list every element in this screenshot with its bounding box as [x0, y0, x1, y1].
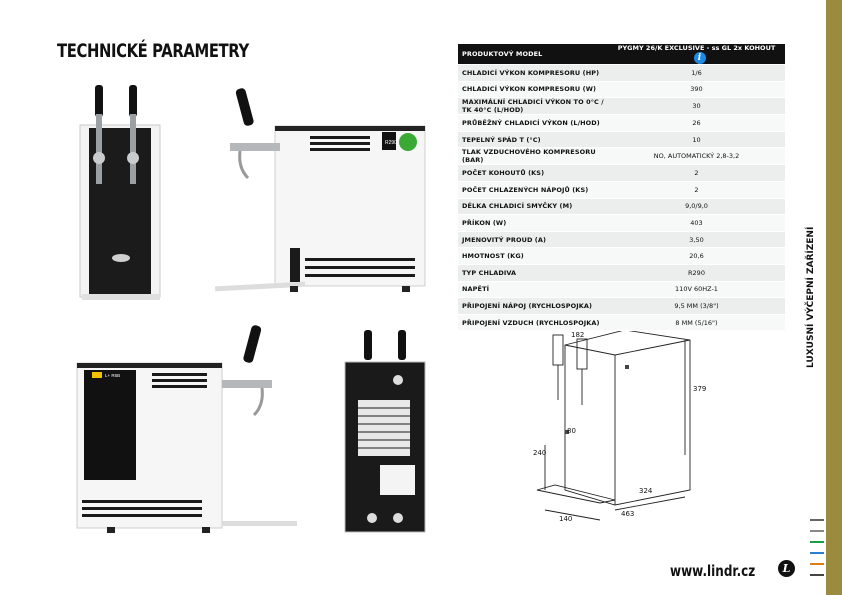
table-row	[458, 131, 785, 148]
table-row	[458, 281, 785, 298]
param-value: 10	[608, 131, 785, 148]
parameters-table	[458, 44, 785, 331]
side-color-bar	[826, 0, 842, 595]
param-label: TYP CHLADIVA	[458, 264, 608, 281]
dim-tap-height: 80	[567, 427, 576, 435]
table-row	[458, 298, 785, 315]
header-label: PRODUKTOVÝ MODEL	[458, 44, 608, 65]
param-value: 20,6	[608, 248, 785, 265]
param-label: JMENOVITÝ PROUD (A)	[458, 231, 608, 248]
table-row	[458, 98, 785, 115]
param-value: 1/6	[608, 65, 785, 82]
info-icon[interactable]: i	[694, 52, 706, 64]
front-view-photo	[75, 80, 170, 305]
param-value: R290	[608, 264, 785, 281]
param-label: PŘÍKON (W)	[458, 215, 608, 232]
color-stripes	[810, 519, 824, 585]
param-value: 3,50	[608, 231, 785, 248]
table-row	[458, 231, 785, 248]
table-row	[458, 81, 785, 98]
param-value: 8 MM (5/16")	[608, 314, 785, 331]
dim-total-depth: 463	[621, 510, 635, 518]
table-row	[458, 198, 785, 215]
table-row	[458, 264, 785, 281]
table-row	[458, 248, 785, 265]
param-label: MAXIMÁLNÍ CHLADICÍ VÝKON TO 0°C / TK 40°C (L/HOD)	[458, 98, 608, 115]
dim-width-top: 182	[571, 331, 585, 339]
color-stripe	[810, 552, 824, 554]
param-value: 110V 60HZ-1	[608, 281, 785, 298]
back-view-photo	[340, 330, 430, 538]
table-row	[458, 65, 785, 82]
param-label: PŘIPOJENÍ NÁPOJ (RYCHLOSPOJKA)	[458, 298, 608, 315]
param-label: HMOTNOST (KG)	[458, 248, 608, 265]
dim-base-height: 240	[533, 449, 547, 457]
param-value: 30	[608, 98, 785, 115]
table-row	[458, 314, 785, 331]
table-row	[458, 115, 785, 132]
param-value: 9,0/9,0	[608, 198, 785, 215]
param-value: NO, AUTOMATICKÝ 2,8-3,2	[608, 148, 785, 165]
r290-badge: R290	[385, 140, 397, 146]
table-row	[458, 215, 785, 232]
param-label: PRŮBĚŽNÝ CHLADICÍ VÝKON (L/HOD)	[458, 115, 608, 132]
dim-height: 379	[693, 385, 707, 393]
lindr-logo: L	[778, 560, 795, 577]
website-link[interactable]: www.lindr.cz	[670, 562, 756, 580]
param-value: 390	[608, 81, 785, 98]
warning-label: L+ R6B	[105, 373, 121, 378]
header-model: PYGMY 26/K EXCLUSIVE - ss GL 2x KOHOUT	[617, 44, 776, 52]
table-row	[458, 181, 785, 198]
table-row	[458, 148, 785, 165]
side-label: LUXUSNÍ VÝČEPNÍ ZAŘÍZENÍ	[806, 226, 816, 368]
color-stripe	[810, 563, 824, 565]
color-stripe	[810, 574, 824, 576]
page-title: TECHNICKÉ PARAMETRY	[57, 40, 249, 62]
param-label: POČET CHLAZENÝCH NÁPOJŮ (KS)	[458, 181, 608, 198]
table-header-row	[458, 44, 785, 65]
param-label: PŘIPOJENÍ VZDUCH (RYCHLOSPOJKA)	[458, 314, 608, 331]
rear-side-photo	[72, 325, 297, 535]
color-stripe	[810, 541, 824, 543]
param-label: POČET KOHOUTŮ (KS)	[458, 165, 608, 182]
table-row	[458, 165, 785, 182]
param-value: 403	[608, 215, 785, 232]
param-label: NAPĚTÍ	[458, 281, 608, 298]
param-label: TLAK VZDUCHOVÉHO KOMPRESORU (BAR)	[458, 148, 608, 165]
param-value: 2	[608, 181, 785, 198]
color-stripe	[810, 519, 824, 521]
param-label: TEPELNÝ SPÁD T (°C)	[458, 131, 608, 148]
param-label: CHLADICÍ VÝKON KOMPRESORU (W)	[458, 81, 608, 98]
param-label: DÉLKA CHLADICÍ SMYČKY (M)	[458, 198, 608, 215]
param-value: 2	[608, 165, 785, 182]
side-view-photo	[210, 88, 435, 298]
dim-tray-depth: 140	[559, 515, 573, 523]
color-stripe	[810, 530, 824, 532]
dim-depth: 324	[639, 487, 653, 495]
param-value: 9,5 MM (3/8")	[608, 298, 785, 315]
header-value	[608, 44, 785, 65]
param-label: CHLADICÍ VÝKON KOMPRESORU (HP)	[458, 65, 608, 82]
dimension-drawing	[525, 325, 725, 525]
param-value: 26	[608, 115, 785, 132]
